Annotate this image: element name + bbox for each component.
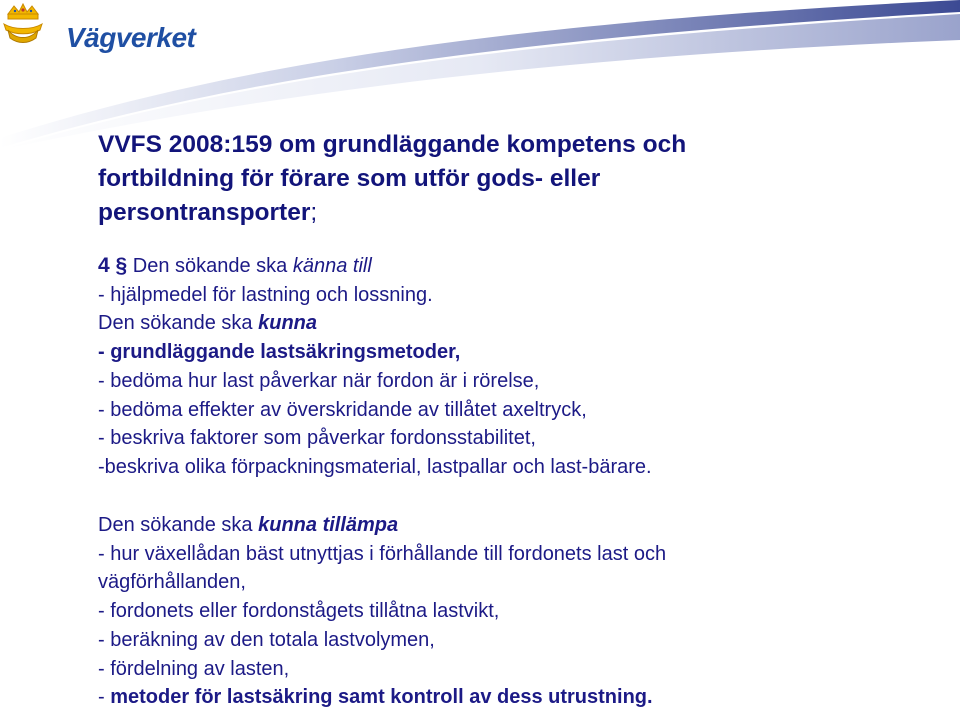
kunna-heading: [98, 309, 918, 338]
logo-text: Vägverket: [66, 22, 196, 53]
section1-item: - hjälpmedel för lastning och lossning.: [98, 283, 433, 306]
section1-heading-em: känna till: [292, 255, 372, 277]
section1-heading-text: Den sökande ska: [132, 255, 293, 277]
section2-heading: [98, 511, 918, 540]
section1-item: - grundläggande lastsäkringsmetoder,: [98, 341, 461, 364]
title-line-2: fortbildning för förare som utför gods- eller: [98, 165, 601, 192]
section-kanna-kunna: [98, 252, 918, 482]
section2-item-continued: vägförhållanden,: [98, 571, 246, 594]
vagverket-emblem-icon: [0, 0, 46, 46]
title-line-1: VVFS 2008:159 om grundläggande kompetens och: [98, 131, 687, 158]
section2-item: - fördelning av lasten,: [98, 657, 290, 680]
title-line-3: [98, 196, 898, 230]
section2-item: - hur växellådan bäst utnyttjas i förhållande till fordonets last och: [98, 542, 667, 565]
section1-item: - bedöma hur last påverkar när fordon är i rörelse,: [98, 369, 540, 392]
section2-item: - fordonets eller fordonstågets tillåtna lastvikt,: [98, 600, 500, 623]
paragraph-number: 4 §: [98, 254, 128, 277]
section-kunna-tillampa: [98, 511, 918, 712]
section2-heading-em: kunna tillämpa: [258, 514, 399, 536]
section1-item: -beskriva olika förpackningsmaterial, lastpallar och last-bärare.: [98, 455, 652, 478]
section1-item: - bedöma effekter av överskridande av tillåtet axeltryck,: [98, 398, 587, 421]
kunna-heading-em: kunna: [258, 312, 318, 335]
kunna-heading-text: Den sökande ska: [98, 312, 259, 335]
section2-item-last: [98, 683, 918, 712]
section2-item-last-bold: metoder för lastsäkring samt kontroll av dess utrustning.: [110, 686, 653, 709]
section1-item: - beskriva faktorer som påverkar fordonsstabilitet,: [98, 427, 536, 450]
slide-title: [98, 128, 898, 230]
section1-heading: [98, 252, 918, 281]
title-line-3-suffix: ;: [310, 199, 318, 226]
section2-item-last-prefix: -: [98, 686, 111, 709]
title-line-3-text: persontransporter: [98, 199, 311, 226]
section2-item: - beräkning av den totala lastvolymen,: [98, 628, 435, 651]
section2-heading-text: Den sökande ska: [98, 514, 259, 536]
